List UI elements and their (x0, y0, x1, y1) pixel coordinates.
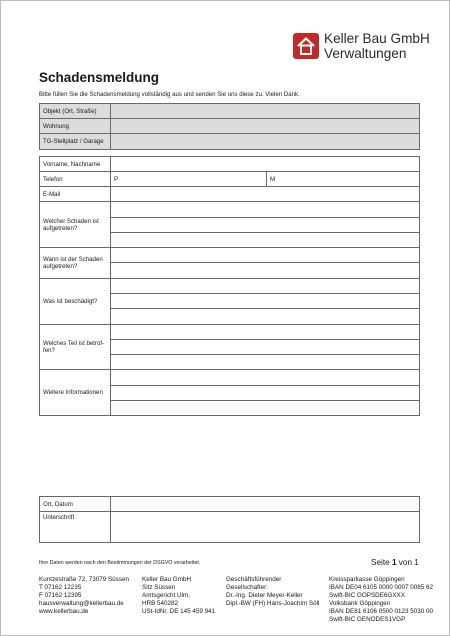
more-info-line[interactable] (111, 370, 420, 386)
signature-table (39, 496, 420, 543)
footer-register-line: Keller Bau GmbH (142, 576, 191, 583)
footer-management-line: Geschäftsführender (226, 576, 282, 583)
intro-text: Bitte füllen Sie die Schadensmeldung vollständig aus und senden Sie uns diese zu. Vielen Dank. (39, 91, 300, 98)
more-info-label: Weitere Informationen (40, 370, 111, 416)
email-label: E-Mail (40, 187, 111, 202)
when-label: Wann ist der Schaden aufgetreten? (40, 248, 111, 279)
signature-label: Unterschrift (40, 512, 111, 543)
phone-label: Telefon (40, 172, 111, 187)
when-line[interactable] (111, 248, 420, 263)
email-field[interactable] (111, 187, 420, 202)
privacy-note: Ihre Daten werden nach den Bestimmungen der DSGVO verarbeitet. (39, 560, 201, 566)
property-table (39, 103, 420, 150)
what-line[interactable] (111, 309, 420, 325)
more-info-line[interactable] (111, 401, 420, 416)
apartment-label: Wohnung (40, 119, 111, 134)
company-name-line2: Verwaltungen (324, 46, 407, 61)
footer-email: hausverwaltung@kellerbau.de (39, 600, 124, 608)
company-logo (293, 31, 430, 61)
footer-register-line: HRB 540282 (142, 600, 179, 608)
footer-management-line: Dipl.-BW (FH) Hans-Joachim Söll (226, 600, 320, 608)
apartment-field[interactable] (111, 119, 420, 134)
part-line[interactable] (111, 340, 420, 355)
footer-address (39, 576, 129, 616)
page-number (371, 558, 419, 567)
more-info-line[interactable] (111, 386, 420, 401)
phone-mobile-field[interactable]: M (267, 172, 420, 187)
footer-website: www.kellerbau.de (39, 608, 89, 616)
parking-label: TG-Stellplatz / Garage (40, 134, 111, 150)
footer-bank-line: Swift-BIC GENODES1VGP (329, 616, 406, 624)
footer-phone: T 07162 12235 (39, 584, 82, 592)
place-date-label: Ort, Datum (40, 497, 111, 512)
page-title: Schadensmeldung (39, 70, 160, 85)
footer-bank-line: Swift-BIC GOPSDE6GXXX (329, 592, 405, 600)
company-name-line1: Keller Bau GmbH (324, 31, 430, 46)
footer-management (226, 576, 319, 608)
phone-private-field[interactable]: P (111, 172, 267, 187)
signature-field[interactable] (111, 512, 420, 543)
damage-label: Welcher Schaden ist aufgetreten? (40, 202, 111, 248)
damage-report-table (39, 156, 420, 416)
damage-line[interactable] (111, 218, 420, 233)
footer-bank-line: Volksbank Göppingen (329, 600, 391, 608)
footer-register-line: USt-IdNr. DE 145 459 941 (142, 608, 216, 616)
what-label: Was ist beschädigt? (40, 279, 111, 325)
part-line[interactable] (111, 325, 420, 340)
footer-management-line: Dr.-Ing. Dieter Meyer-Keller (226, 592, 303, 600)
part-line[interactable] (111, 355, 420, 370)
parking-field[interactable] (111, 134, 420, 150)
footer-bank (329, 576, 433, 624)
footer-management-line: Gesellschafter: (226, 584, 268, 592)
what-line[interactable] (111, 279, 420, 294)
object-field[interactable] (111, 104, 420, 119)
footer-company-register (142, 576, 215, 616)
footer-register-line: Sitz Süssen (142, 584, 176, 592)
object-label: Objekt (Ort, Straße) (40, 104, 111, 119)
when-line[interactable] (111, 263, 420, 279)
page-word: Seite (371, 558, 390, 567)
footer-address-line: Kuntzestraße 72, 73079 Süssen (39, 576, 129, 583)
damage-line[interactable] (111, 202, 420, 218)
footer-fax: F 07162 12395 (39, 592, 82, 600)
what-line[interactable] (111, 294, 420, 309)
footer-bank-line: IBAN DE04 6105 0000 0007 0085 62 (329, 584, 433, 592)
part-label: Welches Teil ist betrof-fen? (40, 325, 111, 370)
page-total: von 1 (398, 558, 419, 567)
house-logo-icon (293, 33, 319, 59)
name-field[interactable] (111, 157, 420, 172)
page-current: 1 (391, 558, 397, 567)
place-date-field[interactable] (111, 497, 420, 512)
footer-bank-line: Kreissparkasse Göppingen (329, 576, 405, 583)
company-name (324, 31, 430, 61)
name-label: Vorname, Nachname (40, 157, 111, 172)
footer-register-line: Amtsgericht Ulm, (142, 592, 190, 600)
damage-line[interactable] (111, 233, 420, 248)
footer-bank-line: IBAN DE81 6106 0500 0123 5030 00 (329, 608, 433, 616)
